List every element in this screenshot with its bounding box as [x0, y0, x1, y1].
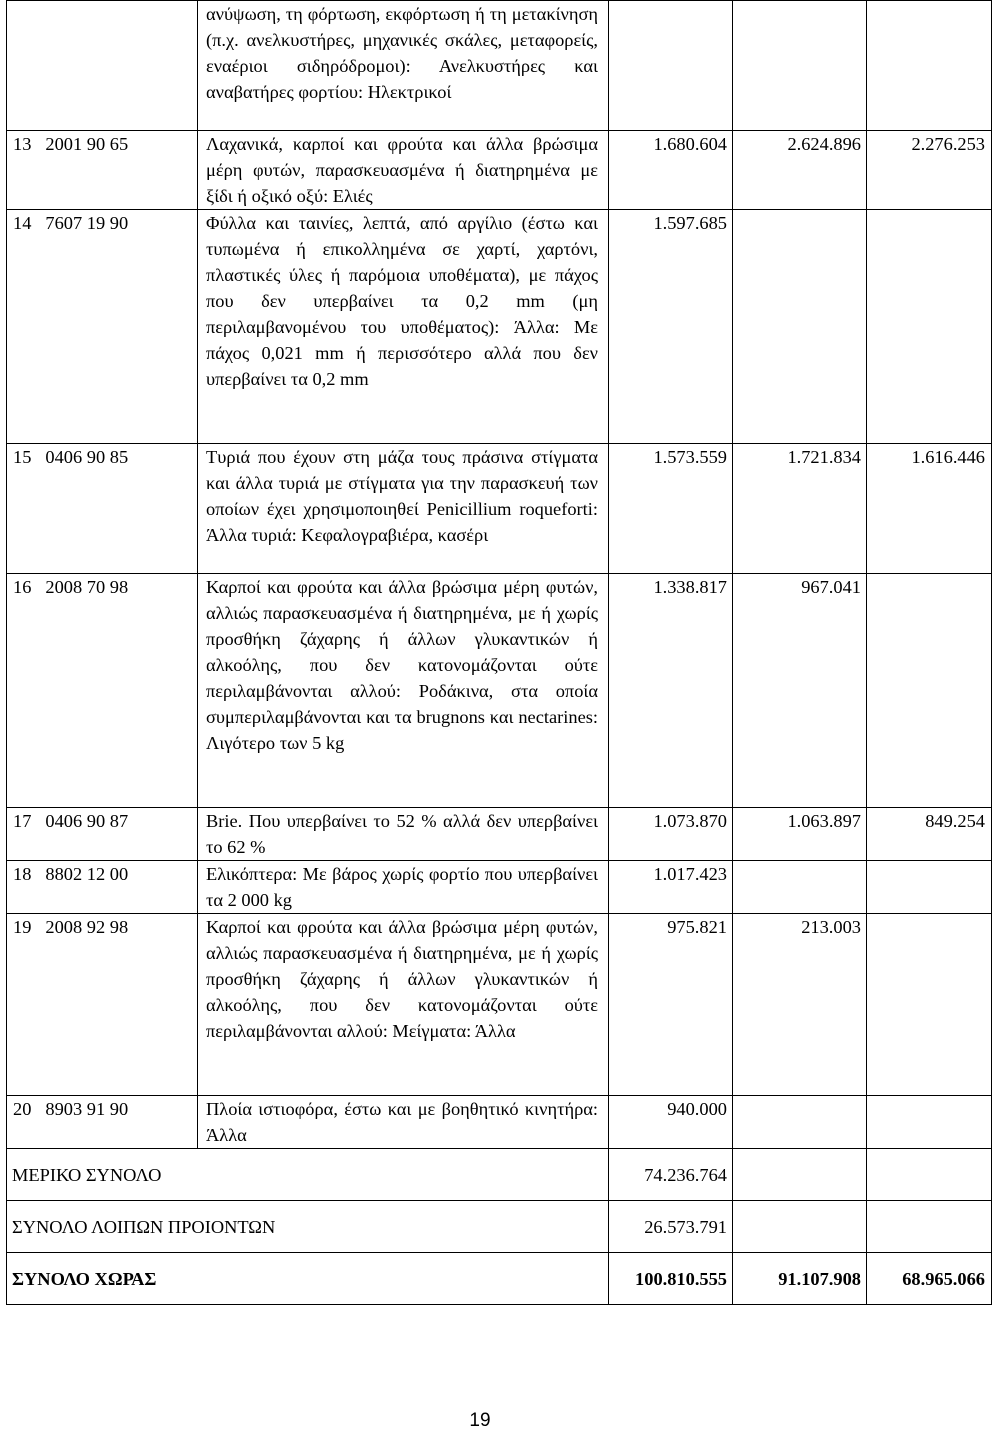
- total-row: [7, 1201, 992, 1253]
- product-code: 0406 90 87: [45, 811, 129, 831]
- value-col2: 1.721.834: [733, 444, 867, 574]
- total-label: ΣΥΝΟΛΟ ΛΟΙΠΩΝ ΠΡΟΙΟΝΤΩΝ: [7, 1201, 609, 1253]
- table-row: [7, 914, 992, 1096]
- product-code: 0406 90 85: [45, 447, 129, 467]
- total-value-col3: [867, 1201, 992, 1253]
- value-col3: 2.276.253: [867, 131, 992, 210]
- table-row: [7, 444, 992, 574]
- total-value-col1: 26.573.791: [609, 1201, 733, 1253]
- total-value-col3: [867, 1149, 992, 1201]
- total-value-col2: 91.107.908: [733, 1253, 867, 1305]
- value-col2: [733, 861, 867, 914]
- value-col1: 975.821: [609, 914, 733, 1096]
- value-col3: 849.254: [867, 808, 992, 861]
- value-col3: [867, 1096, 992, 1149]
- total-value-col1: 100.810.555: [609, 1253, 733, 1305]
- product-code: 7607 19 90: [45, 213, 129, 233]
- table-row: [7, 808, 992, 861]
- value-col3: [867, 914, 992, 1096]
- value-col1: 940.000: [609, 1096, 733, 1149]
- row-number: 18: [13, 864, 32, 884]
- row-number: 20: [13, 1099, 32, 1119]
- value-col1: 1.573.559: [609, 444, 733, 574]
- product-description: ανύψωση, τη φόρτωση, εκφόρτωση ή τη μετακίνηση (π.χ. ανελκυστήρες, μηχανικές σκάλες, μεταφορείς, εναέριοι σιδηρόδρομοι): Ανελκυστήρες και αναβατήρες φορτίου: Ηλεκτρικοί: [198, 1, 609, 131]
- value-col2: 1.063.897: [733, 808, 867, 861]
- product-code: 2008 92 98: [45, 917, 129, 937]
- value-col2: [733, 210, 867, 444]
- total-value-col2: [733, 1149, 867, 1201]
- row-number: 15: [13, 447, 32, 467]
- value-col1: 1.338.817: [609, 574, 733, 808]
- value-col1: 1.680.604: [609, 131, 733, 210]
- value-col2: 2.624.896: [733, 131, 867, 210]
- table-row: [7, 210, 992, 444]
- value-col3: [867, 861, 992, 914]
- product-description: Φύλλα και ταινίες, λεπτά, από αργίλιο (έστω και τυπωμένα ή επικολλημένα σε χαρτί, χαρτόνι, πλαστικές ύλες ή παρόμοια υποθέματα), με πάχος που δεν υπερβαίνει τα 0,2 mm (μη περιλαμβανομένου του υποθέματος): Άλλα: Με πάχος 0,021 mm ή περισσότερο αλλά που δεν υπερβαίνει τα 0,2 mm: [198, 210, 609, 444]
- row-code-cell: [7, 444, 198, 574]
- row-code-cell: [7, 574, 198, 808]
- table-row: [7, 861, 992, 914]
- total-value-col2: [733, 1201, 867, 1253]
- value-col1: 1.017.423: [609, 861, 733, 914]
- product-description: Πλοία ιστιοφόρα, έστω και με βοηθητικό κινητήρα: Άλλα: [198, 1096, 609, 1149]
- product-description: Καρποί και φρούτα και άλλα βρώσιμα μέρη φυτών, αλλιώς παρασκευασμένα ή διατηρημένα, με ή χωρίς προσθήκη ζάχαρης ή άλλων γλυκαντικών ή αλκοόλης, που δεν κατονομάζονται ούτε περιλαμβάνονται αλλού: Μείγματα: Άλλα: [198, 914, 609, 1096]
- row-code-cell: [7, 1, 198, 131]
- value-col3: 1.616.446: [867, 444, 992, 574]
- total-label: ΣΥΝΟΛΟ ΧΩΡΑΣ: [7, 1253, 609, 1305]
- row-code-cell: [7, 131, 198, 210]
- table-row: [7, 131, 992, 210]
- product-description: Καρποί και φρούτα και άλλα βρώσιμα μέρη φυτών, αλλιώς παρασκευασμένα ή διατηρημένα, με ή χωρίς προσθήκη ζάχαρης ή άλλων γλυκαντικών ή αλκοόλης, που δεν κατονομάζονται ούτε περιλαμβάνονται αλλού: Ροδάκινα, στα οποία συμπεριλαμβάνονται και τα brugnons και nectarines: Λιγότερο των 5 kg: [198, 574, 609, 808]
- value-col1: 1.073.870: [609, 808, 733, 861]
- products-table-body: [7, 1, 992, 1305]
- value-col3: [867, 1, 992, 131]
- product-description: Brie. Που υπερβαίνει το 52 % αλλά δεν υπερβαίνει το 62 %: [198, 808, 609, 861]
- value-col2: [733, 1096, 867, 1149]
- table-row: [7, 1096, 992, 1149]
- row-number: 13: [13, 134, 32, 154]
- table-row: [7, 574, 992, 808]
- product-code: 2001 90 65: [45, 134, 129, 154]
- row-number: 19: [13, 917, 32, 937]
- value-col1: [609, 1, 733, 131]
- total-value-col1: 74.236.764: [609, 1149, 733, 1201]
- total-value-col3: 68.965.066: [867, 1253, 992, 1305]
- value-col3: [867, 210, 992, 444]
- total-row: [7, 1149, 992, 1201]
- row-code-cell: [7, 1096, 198, 1149]
- value-col2: [733, 1, 867, 131]
- product-code: 8903 91 90: [45, 1099, 129, 1119]
- product-code: 8802 12 00: [45, 864, 129, 884]
- product-description: Ελικόπτερα: Με βάρος χωρίς φορτίο που υπερβαίνει τα 2 000 kg: [198, 861, 609, 914]
- product-code: 2008 70 98: [45, 577, 129, 597]
- value-col3: [867, 574, 992, 808]
- value-col2: 213.003: [733, 914, 867, 1096]
- product-description: Λαχανικά, καρποί και φρούτα και άλλα βρώσιμα μέρη φυτών, παρασκευασμένα ή διατηρημένα με ξίδι ή οξικό οξύ: Ελιές: [198, 131, 609, 210]
- value-col1: 1.597.685: [609, 210, 733, 444]
- total-label: ΜΕΡΙΚΟ ΣΥΝΟΛΟ: [7, 1149, 609, 1201]
- product-description: Τυριά που έχουν στη μάζα τους πράσινα στίγματα και άλλα τυριά με στίγματα για την παρασκευή των οποίων έχει χρησιμοποιηθεί Penicillium roqueforti: Άλλα τυριά: Κεφαλογραβιέρα, κασέρι: [198, 444, 609, 574]
- row-code-cell: [7, 210, 198, 444]
- row-number: 17: [13, 811, 32, 831]
- page-number: 19: [469, 1410, 491, 1431]
- row-number: 16: [13, 577, 32, 597]
- table-row: [7, 1, 992, 131]
- row-number: 14: [13, 213, 32, 233]
- value-col2: 967.041: [733, 574, 867, 808]
- row-code-cell: [7, 861, 198, 914]
- row-code-cell: [7, 808, 198, 861]
- total-row: [7, 1253, 992, 1305]
- row-code-cell: [7, 914, 198, 1096]
- products-table: [6, 0, 992, 1305]
